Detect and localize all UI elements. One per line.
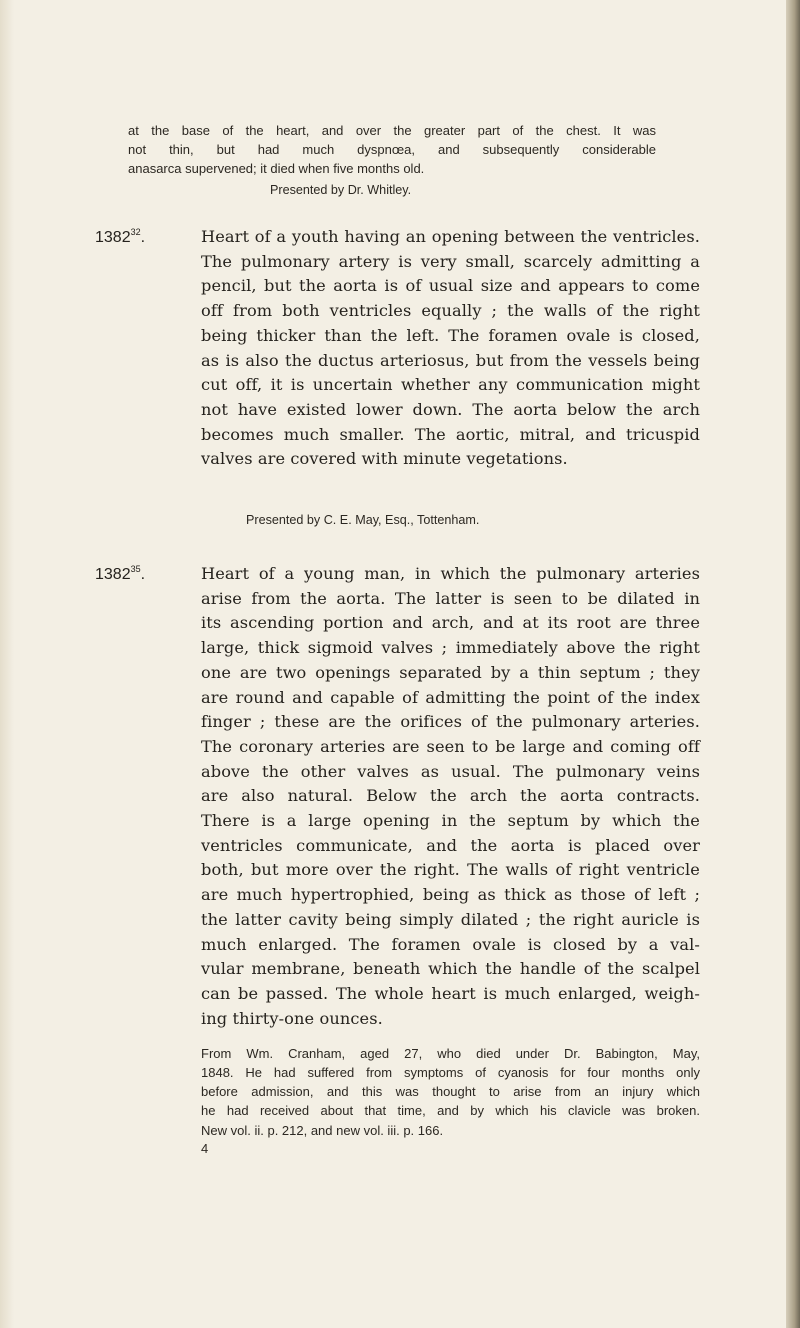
entry-line: finger ; these are the orifices of the pulmonary arteries. (201, 712, 700, 732)
entry-line: pencil, but the aorta is of usual size and appears to come (201, 276, 700, 296)
note-line: he had received about that time, and by which his clavicle was broken. (201, 1103, 700, 1118)
intro-line: anasarca supervened; it died when five months old. (128, 161, 425, 176)
entry-line: are much hypertrophied, being as thick as those of left ; (201, 885, 700, 905)
entry-line: are also natural. Below the arch the aorta contracts. (201, 786, 700, 806)
entry-line: Heart of a young man, in which the pulmonary arteries (201, 564, 700, 583)
entry-line: There is a large opening in the septum by which the (201, 811, 700, 831)
note-line: before admission, and this was thought to arise from an injury which (201, 1084, 700, 1099)
entry-line: the latter cavity being simply dilated ; the right auricle is (201, 909, 700, 929)
entry-line: The pulmonary artery is very small, scarcely admitting a (201, 251, 700, 271)
entry-line: above the other valves as usual. The pulmonary veins (201, 761, 700, 781)
entry-line: The coronary arteries are seen to be large and coming off (201, 736, 700, 756)
signature-mark: 4 (201, 1141, 209, 1156)
entry1-presented-by: Presented by C. E. May, Esq., Tottenham. (246, 513, 480, 527)
entry-line: off from both ventricles equally ; the walls of the right (201, 301, 700, 321)
note-line: From Wm. Cranham, aged 27, who died under Dr. Babington, May, (201, 1046, 700, 1061)
entry-number: 1382$^{32}$. (95, 227, 146, 246)
entry-line: becomes much smaller. The aortic, mitral, and tricuspid (201, 424, 700, 444)
entry-superscript: 32 (130, 227, 141, 237)
note-line: 1848. He had suffered from symptoms of cyanosis for four months only (201, 1065, 700, 1080)
entry-line: are round and capable of admitting the point of the index (201, 687, 700, 707)
entry-line: valves are covered with minute vegetations. (201, 449, 568, 469)
entry-line: vular membrane, beneath which the handle of the scalpel (201, 959, 700, 979)
entry-number: 1382$^{35}$. (95, 564, 146, 583)
entry-line: as is also the ductus arteriosus, but from the vessels being (201, 350, 700, 370)
entry-superscript: 35 (130, 564, 141, 574)
case-note (201, 1044, 700, 1120)
entry-line: large, thick sigmoid valves ; immediately above the right (201, 638, 700, 658)
entry-line: Heart of a youth having an opening between the ventricles. (201, 227, 700, 246)
entry-line: ing thirty-one ounces. (201, 1008, 383, 1028)
intro-line: not thin, but had much dyspnœa, and subsequently considerable (128, 142, 656, 157)
entry-line: both, but more over the right. The walls of right ventricle (201, 860, 700, 880)
entry-line: cut off, it is uncertain whether any communication might (201, 375, 700, 395)
entry-1382-35-text (201, 562, 700, 1031)
entry-line: arise from the aorta. The latter is seen to be dilated in (201, 588, 700, 608)
entry-line: being thicker than the left. The foramen ovale is closed, (201, 325, 700, 345)
entry-line: not have existed lower down. The aorta below the arch (201, 399, 700, 419)
entry-line: its ascending portion and arch, and at its root are three (201, 613, 700, 633)
entry-line: one are two openings separated by a thin septum ; they (201, 662, 700, 682)
catalogue-reference: New vol. ii. p. 212, and new vol. iii. p. 166. (201, 1123, 444, 1138)
entry-line: can be passed. The whole heart is much enlarged, weigh- (201, 983, 700, 1003)
intro-presented-by: Presented by Dr. Whitley. (270, 183, 412, 197)
entry-1382-32-text (201, 225, 700, 472)
intro-paragraph (128, 121, 656, 178)
intro-line: at the base of the heart, and over the greater part of the chest. It was (128, 123, 656, 138)
entry-line: much enlarged. The foramen ovale is closed by a val- (201, 934, 700, 954)
entry-line: ventricles communicate, and the aorta is placed over (201, 835, 700, 855)
